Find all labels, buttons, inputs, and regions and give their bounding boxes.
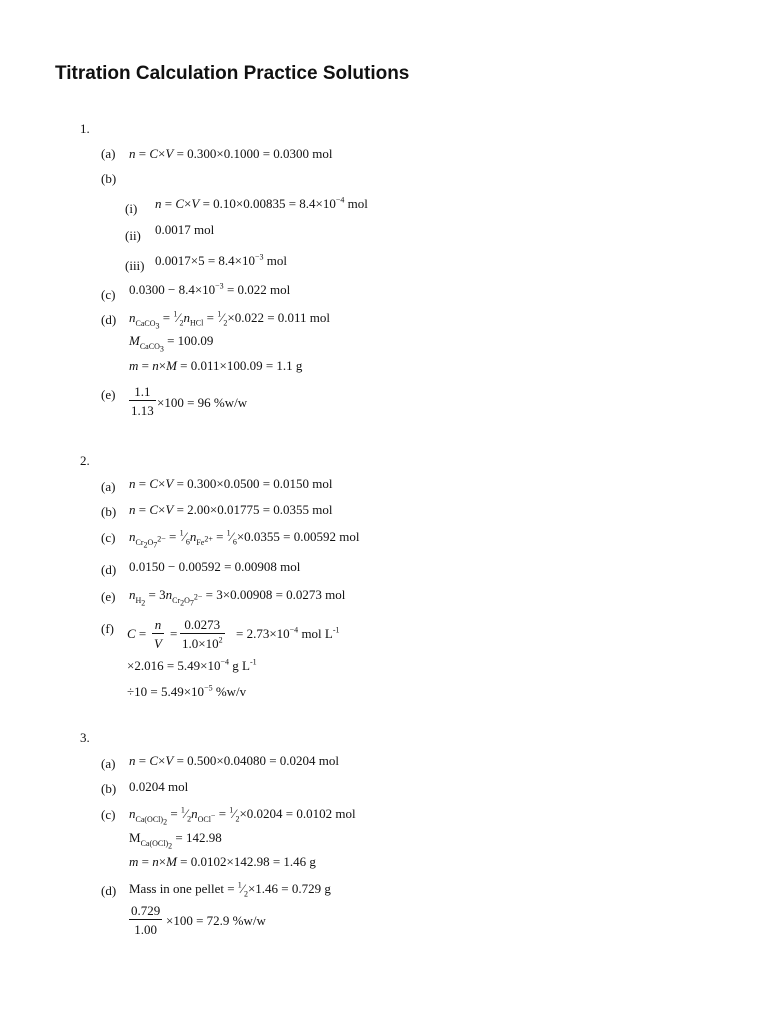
q1-d-equation-1: $n_{CaCO_3}$ = $^1⁄_2n_{HCl}$ = $^1⁄_2\times 0.022 = 0.011$ mol — [129, 309, 331, 331]
q3-d-numerator: 0.729 — [131, 903, 161, 918]
q1-d-equation-3: m = n×M = 0.011×100.09 = 1.1 g — [129, 358, 303, 373]
question-2-number: 2. — [80, 453, 90, 468]
q2-b-label: (b) — [101, 504, 117, 519]
question-1-number: 1. — [80, 121, 90, 136]
q1-e-numerator: 1.1 — [134, 384, 151, 399]
q1-b-label: (b) — [101, 171, 117, 186]
q1-a-equation: n = C×V = 0.300×0.1000 = 0.0300 mol — [129, 146, 333, 161]
q1-e-result: ×100 = 96 %w/w — [157, 395, 248, 410]
q2-b-equation: n = C×V = 2.00×0.01775 = 0.0355 mol — [129, 502, 333, 517]
q3-d-result: ×100 = 72.9 %w/w — [166, 913, 266, 928]
q2-e-equation: $n_{H_2} = 3n_{Cr_2O_7^{2-}} = 3\times 0.00908 = 0.0273$ mol — [129, 587, 346, 608]
q2-f-fraction-values: $\frac{0.0273}{1.0\times 10^2}$ — [182, 617, 223, 651]
q1-b-ii-answer: 0.0017 mol — [155, 222, 215, 237]
page-title: Titration Calculation Practice Solutions — [55, 63, 410, 84]
q3-d-denominator: 1.00 — [129, 919, 162, 936]
q2-d-label: (d) — [101, 562, 117, 577]
q1-b-ii-label: (ii) — [125, 228, 141, 243]
q1-c-equation: $0.0300 - 8.4\times 10^{-3} = 0.022$ mol — [129, 281, 291, 297]
q2-f-concentration-lhs: C = — [127, 626, 147, 641]
q1-b-i-equation: $n = C\times V = 0.10\times 0.00835 = 8.4\times 10^{-4}$ mol — [155, 195, 368, 211]
q3-d-fraction — [129, 904, 162, 936]
q3-d-equation-1: Mass in one pellet = $^1⁄_2\times 1.46 = 0.729$ g — [129, 880, 331, 899]
q3-c-equation-1: $n_{Ca(OCl)_2}$ = $^1⁄_2n_{OCl^-}$ = $^1⁄_2\times 0.0204 = 0.0102$ mol — [129, 805, 356, 827]
q2-c-label: (c) — [101, 530, 116, 545]
question-3-number: 3. — [80, 730, 90, 745]
q2-f-label: (f) — [101, 621, 114, 636]
q1-c-label: (c) — [101, 287, 116, 302]
q2-f-fraction-n-v: $\frac{n}{V}$ — [154, 617, 162, 651]
q2-d-equation: 0.0150 − 0.00592 = 0.00908 mol — [129, 559, 301, 574]
q2-e-label: (e) — [101, 589, 116, 604]
q3-c-label: (c) — [101, 807, 116, 822]
q2-f-equals: = — [170, 626, 178, 641]
q3-b-label: (b) — [101, 781, 117, 796]
q3-a-label: (a) — [101, 756, 116, 771]
q3-d-label: (d) — [101, 883, 117, 898]
q2-a-equation: n = C×V = 0.300×0.0500 = 0.0150 mol — [129, 476, 333, 491]
q2-f-result: = $2.73\times 10^{-4}$ mol $L^{-1}$ — [236, 625, 340, 641]
q2-a-label: (a) — [101, 479, 116, 494]
q1-b-i-label: (i) — [125, 201, 138, 216]
q3-b-answer: 0.0204 mol — [129, 779, 189, 794]
q1-a-label: (a) — [101, 146, 116, 161]
q1-d-equation-2: $M_{CaCO_3} = 100.09$ — [129, 333, 214, 354]
q2-f-equation-3: $\div 10 = 5.49\times 10^{-5}$ %w/v — [127, 683, 247, 699]
q1-b-iii-label: (iii) — [125, 258, 145, 273]
q2-c-equation: $n_{Cr_2O_7^{2-}}$ = $^1⁄_6n_{Fe^{2+}}$ = $^1⁄_6\times 0.0355 = 0.00592$ mol — [129, 528, 360, 550]
q1-e-denominator: 1.13 — [129, 400, 156, 417]
q1-b-iii-equation: $0.0017\times 5 = 8.4\times 10^{-3}$ mol — [155, 252, 287, 268]
q3-a-equation: n = C×V = 0.500×0.04080 = 0.0204 mol — [129, 753, 340, 768]
q1-e-fraction — [129, 385, 156, 417]
q1-e-label: (e) — [101, 387, 116, 402]
q3-c-equation-2: $M_{Ca(OCl)_2} = 142.98$ — [129, 830, 222, 851]
q3-c-equation-3: m = n×M = 0.0102×142.98 = 1.46 g — [129, 854, 316, 869]
q2-f-equation-2: $\times 2.016 = 5.49\times 10^{-4}$ g $L^{-1}$ — [127, 657, 257, 673]
q1-d-label: (d) — [101, 312, 117, 327]
